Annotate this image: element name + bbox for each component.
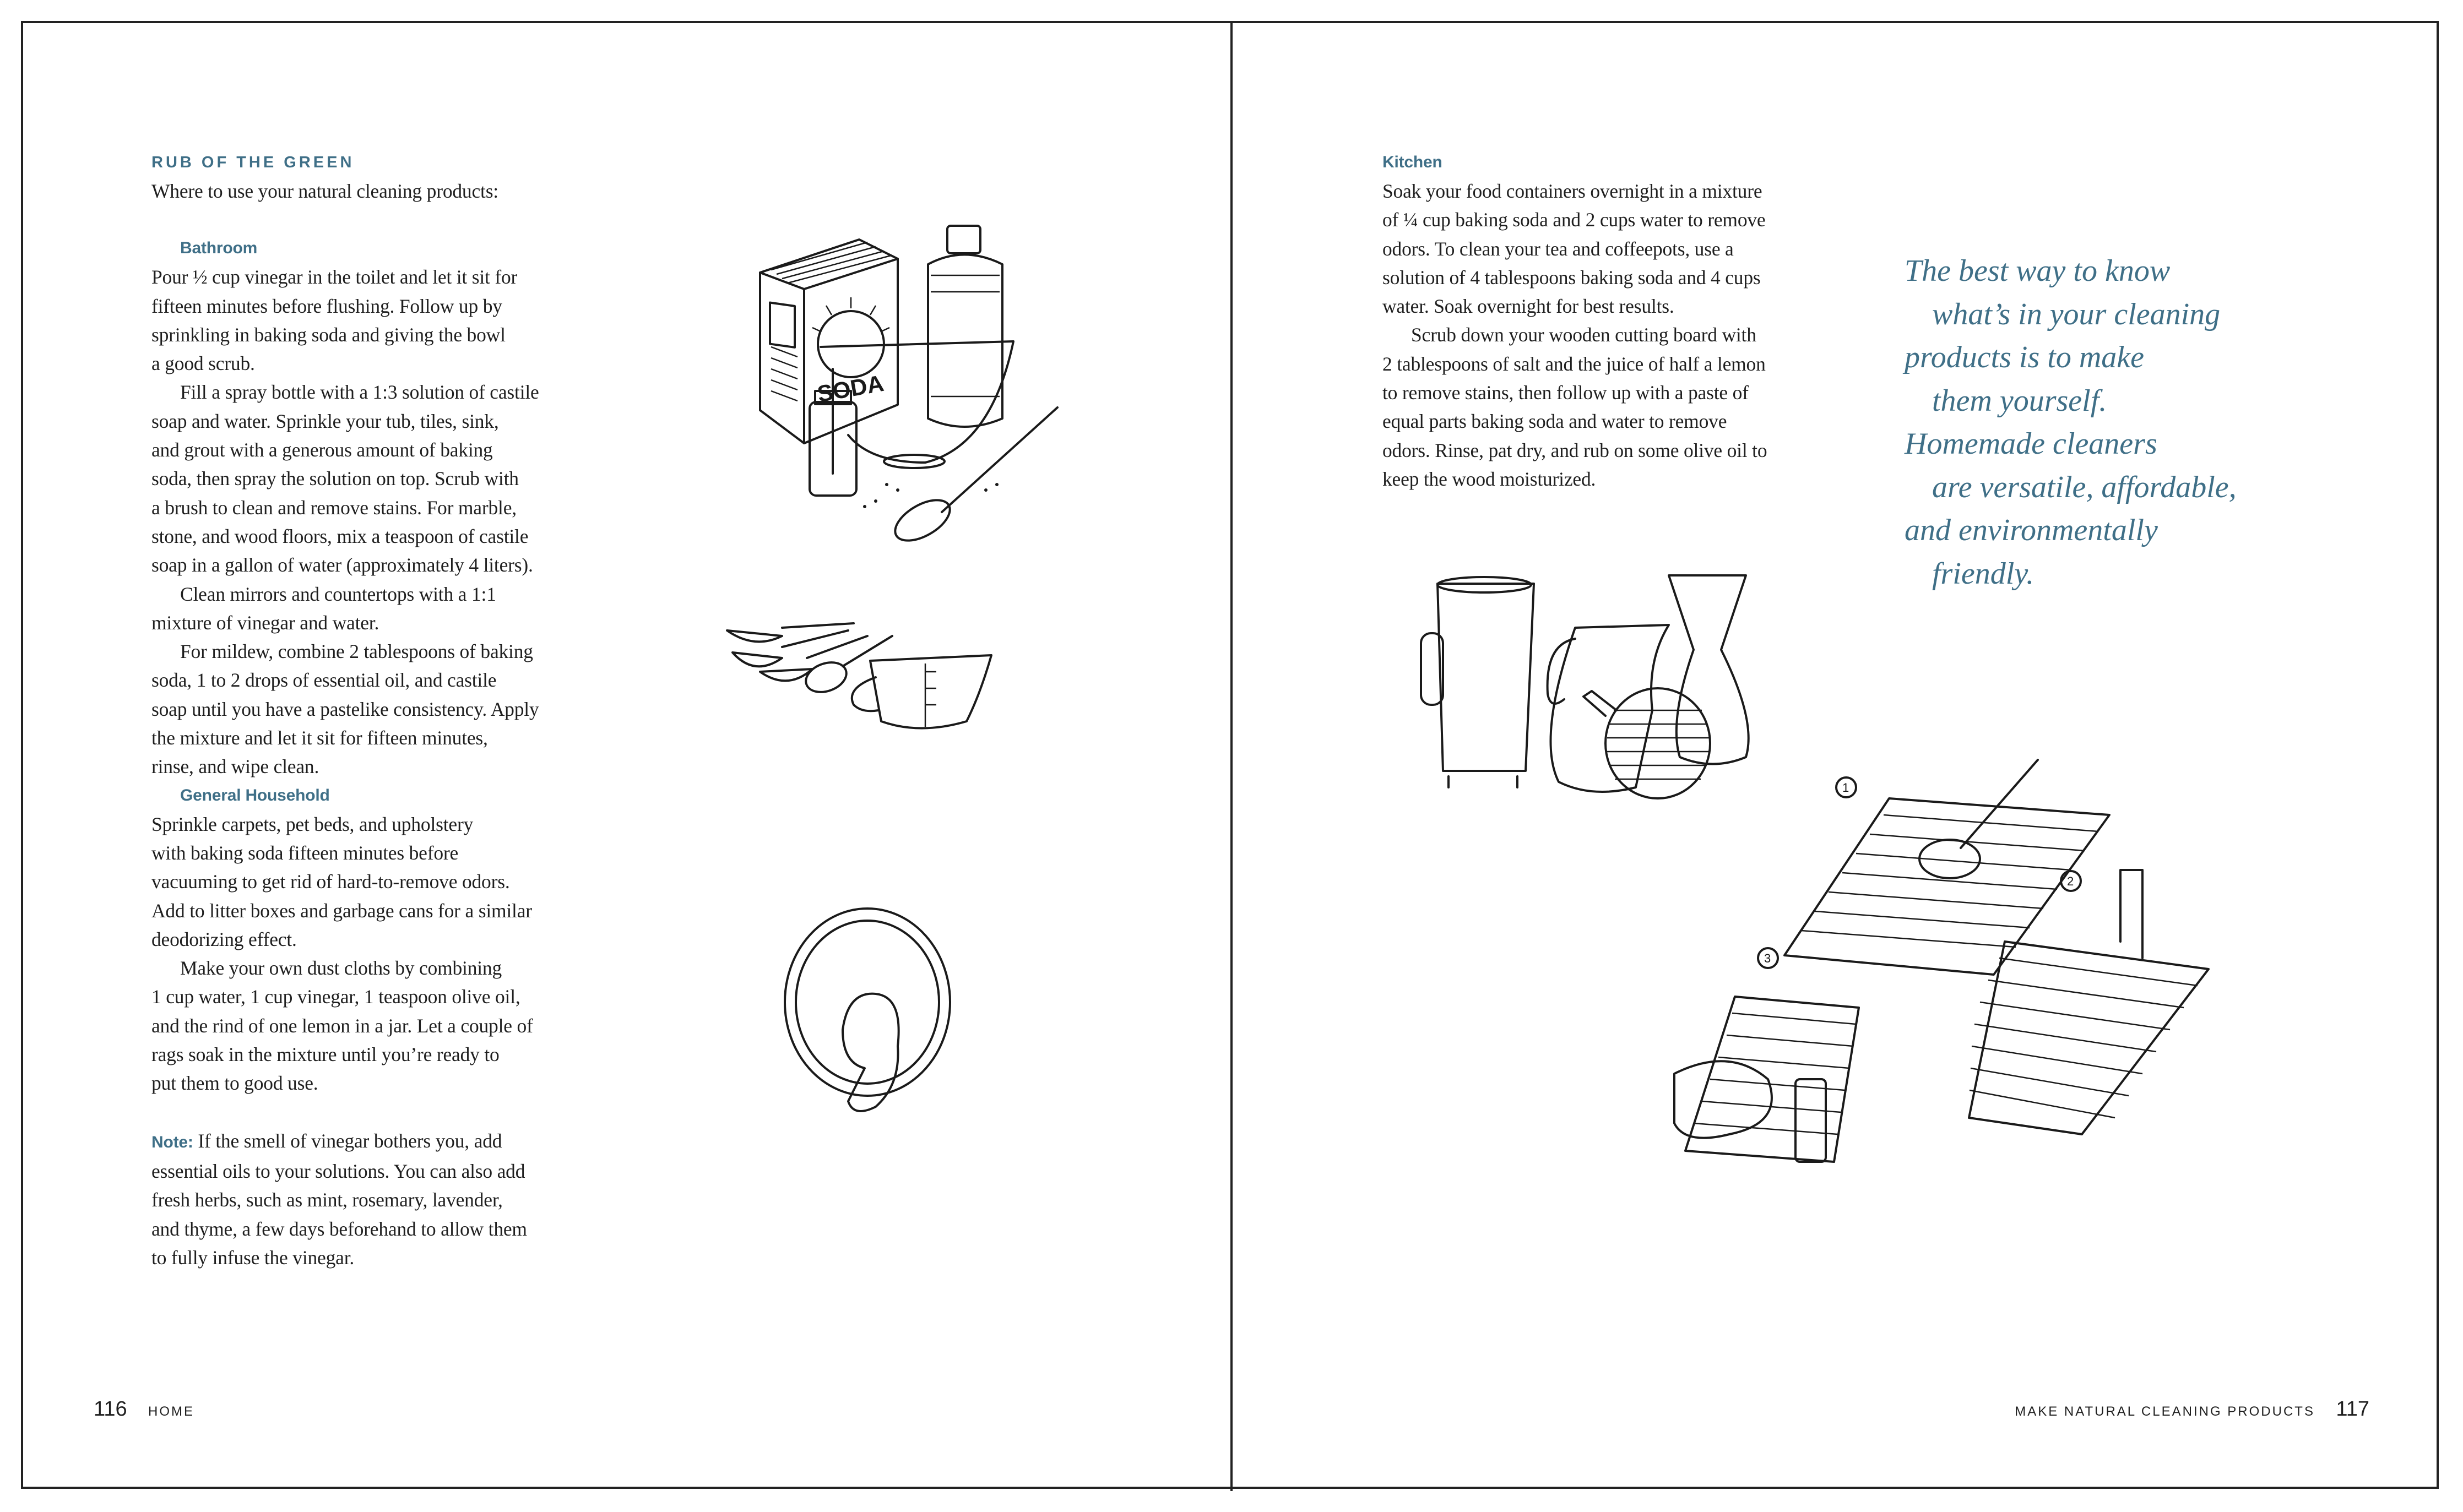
body-line: soap in a gallon of water (approximately 4 liters). — [151, 554, 533, 576]
body-line: 1 cup water, 1 cup vinegar, 1 teaspoon olive oil, — [151, 986, 520, 1008]
body-line: soda, then spray the solution on top. Scrub with — [151, 467, 519, 490]
step-number: 3 — [1764, 951, 1771, 965]
quote-line: The best way to know — [1905, 254, 2171, 288]
body-line: a good scrub. — [151, 352, 255, 375]
quote-line: friendly. — [1932, 556, 2035, 591]
running-head: HOME — [148, 1404, 195, 1419]
body-line: the mixture and let it sit for fifteen minutes, — [151, 727, 488, 749]
body-line: Sprinkle carpets, pet beds, and upholstery — [151, 813, 474, 835]
body-line: deodorizing effect. — [151, 928, 297, 950]
note-line: and thyme, a few days beforehand to allow them — [151, 1217, 527, 1240]
body-line: odors. To clean your tea and coffeepots, use a — [1382, 237, 1734, 260]
spacer — [151, 1098, 603, 1127]
body-line: Fill a spray bottle with a 1:3 solution of castile — [180, 381, 539, 404]
body-line: odors. Rinse, pat dry, and rub on some olive oil to — [1382, 439, 1767, 461]
jar-lid-cloth-illustration — [771, 903, 964, 1145]
kitchen-heading: Kitchen — [1382, 153, 1442, 171]
body-line: vacuuming to get rid of hard-to-remove odors. — [151, 871, 510, 893]
right-footer — [2015, 1397, 2369, 1421]
body-line: to remove stains, then follow up with a paste of — [1382, 382, 1749, 404]
body-line: solution of 4 tablespoons baking soda and 4 cups — [1382, 266, 1761, 289]
body-line: mixture of vinegar and water. — [151, 611, 379, 634]
bathroom-heading: Bathroom — [180, 239, 258, 258]
spacer — [151, 205, 603, 234]
body-line: rags soak in the mixture until you’re ready to — [151, 1043, 500, 1066]
body-line: stone, and wood floors, mix a teaspoon of castile — [151, 525, 529, 547]
left-page-column — [151, 148, 603, 1272]
body-line: rinse, and wipe clean. — [151, 755, 319, 778]
body-line: Clean mirrors and countertops with a 1:1 — [180, 583, 496, 605]
body-line: equal parts baking soda and water to remove — [1382, 410, 1727, 433]
body-line: fifteen minutes before flushing. Follow up by — [151, 295, 502, 317]
note-line: essential oils to your solutions. You can also add — [151, 1160, 525, 1182]
body-line: 2 tablespoons of salt and the juice of half a lemon — [1382, 352, 1766, 375]
note-label: Note: — [151, 1133, 193, 1151]
step-number: 1 — [1842, 781, 1849, 795]
general-household-heading: General Household — [180, 786, 330, 804]
note-line: fresh herbs, such as mint, rosemary, lavender, — [151, 1189, 503, 1211]
body-line: a brush to clean and remove stains. For marble, — [151, 496, 517, 519]
running-head: MAKE NATURAL CLEANING PRODUCTS — [2015, 1404, 2315, 1419]
note-line: to fully infuse the vinegar. — [151, 1246, 355, 1269]
body-line: with baking soda fifteen minutes before — [151, 841, 459, 864]
body-line: Add to litter boxes and garbage cans for a similar — [151, 899, 532, 922]
body-line: soap and water. Sprinkle your tub, tiles, sink, — [151, 410, 499, 432]
step-number: 2 — [2067, 874, 2074, 888]
body-line: soda, 1 to 2 drops of essential oil, and castile — [151, 669, 497, 692]
body-line: Make your own dust cloths by combining — [180, 957, 502, 980]
box-label: SODA — [815, 369, 886, 407]
book-spine-divider — [1230, 21, 1233, 1491]
body-line: of ¼ cup baking soda and 2 cups water to remove — [1382, 209, 1766, 231]
body-line: Soak your food containers overnight in a mixture — [1382, 180, 1762, 202]
page-number: 117 — [2336, 1397, 2369, 1421]
note-line — [151, 1127, 603, 1157]
section-heading: RUB OF THE GREEN — [151, 154, 355, 171]
body-line: Pour ½ cup vinegar in the toilet and let it sit for — [151, 266, 518, 289]
body-line: For mildew, combine 2 tablespoons of baking — [180, 640, 533, 663]
body-line: Scrub down your wooden cutting board with — [1411, 324, 1756, 346]
body-line: water. Soak overnight for best results. — [1382, 295, 1674, 318]
pull-quote — [1905, 249, 2237, 595]
right-page-column — [1382, 148, 1834, 493]
body-line: sprinkling in baking soda and giving the bowl — [151, 323, 506, 346]
body-line: and the rind of one lemon in a jar. Let a couple of — [151, 1014, 533, 1037]
cutting-board-steps-illustration — [1652, 738, 2236, 1178]
quote-line: what’s in your cleaning — [1932, 297, 2221, 331]
baking-soda-illustration — [733, 215, 1063, 540]
body-line: and grout with a generous amount of baking — [151, 439, 493, 461]
quote-line: products is to make — [1905, 340, 2144, 374]
body-line: keep the wood moisturized. — [1382, 467, 1596, 490]
quote-line: Homemade cleaners — [1905, 427, 2157, 461]
note-text: If the smell of vinegar bothers you, add — [193, 1129, 502, 1152]
measuring-spoons-illustration — [721, 611, 1052, 842]
page-number: 116 — [94, 1397, 127, 1421]
body-line: soap until you have a pastelike consistency. Apply — [151, 698, 539, 720]
quote-line: them yourself. — [1932, 383, 2107, 418]
left-footer — [94, 1397, 194, 1421]
body-line: put them to good use. — [151, 1072, 318, 1095]
quote-line: and environmentally — [1905, 513, 2158, 547]
intro-text: Where to use your natural cleaning products: — [151, 180, 498, 202]
quote-line: are versatile, affordable, — [1932, 470, 2237, 504]
